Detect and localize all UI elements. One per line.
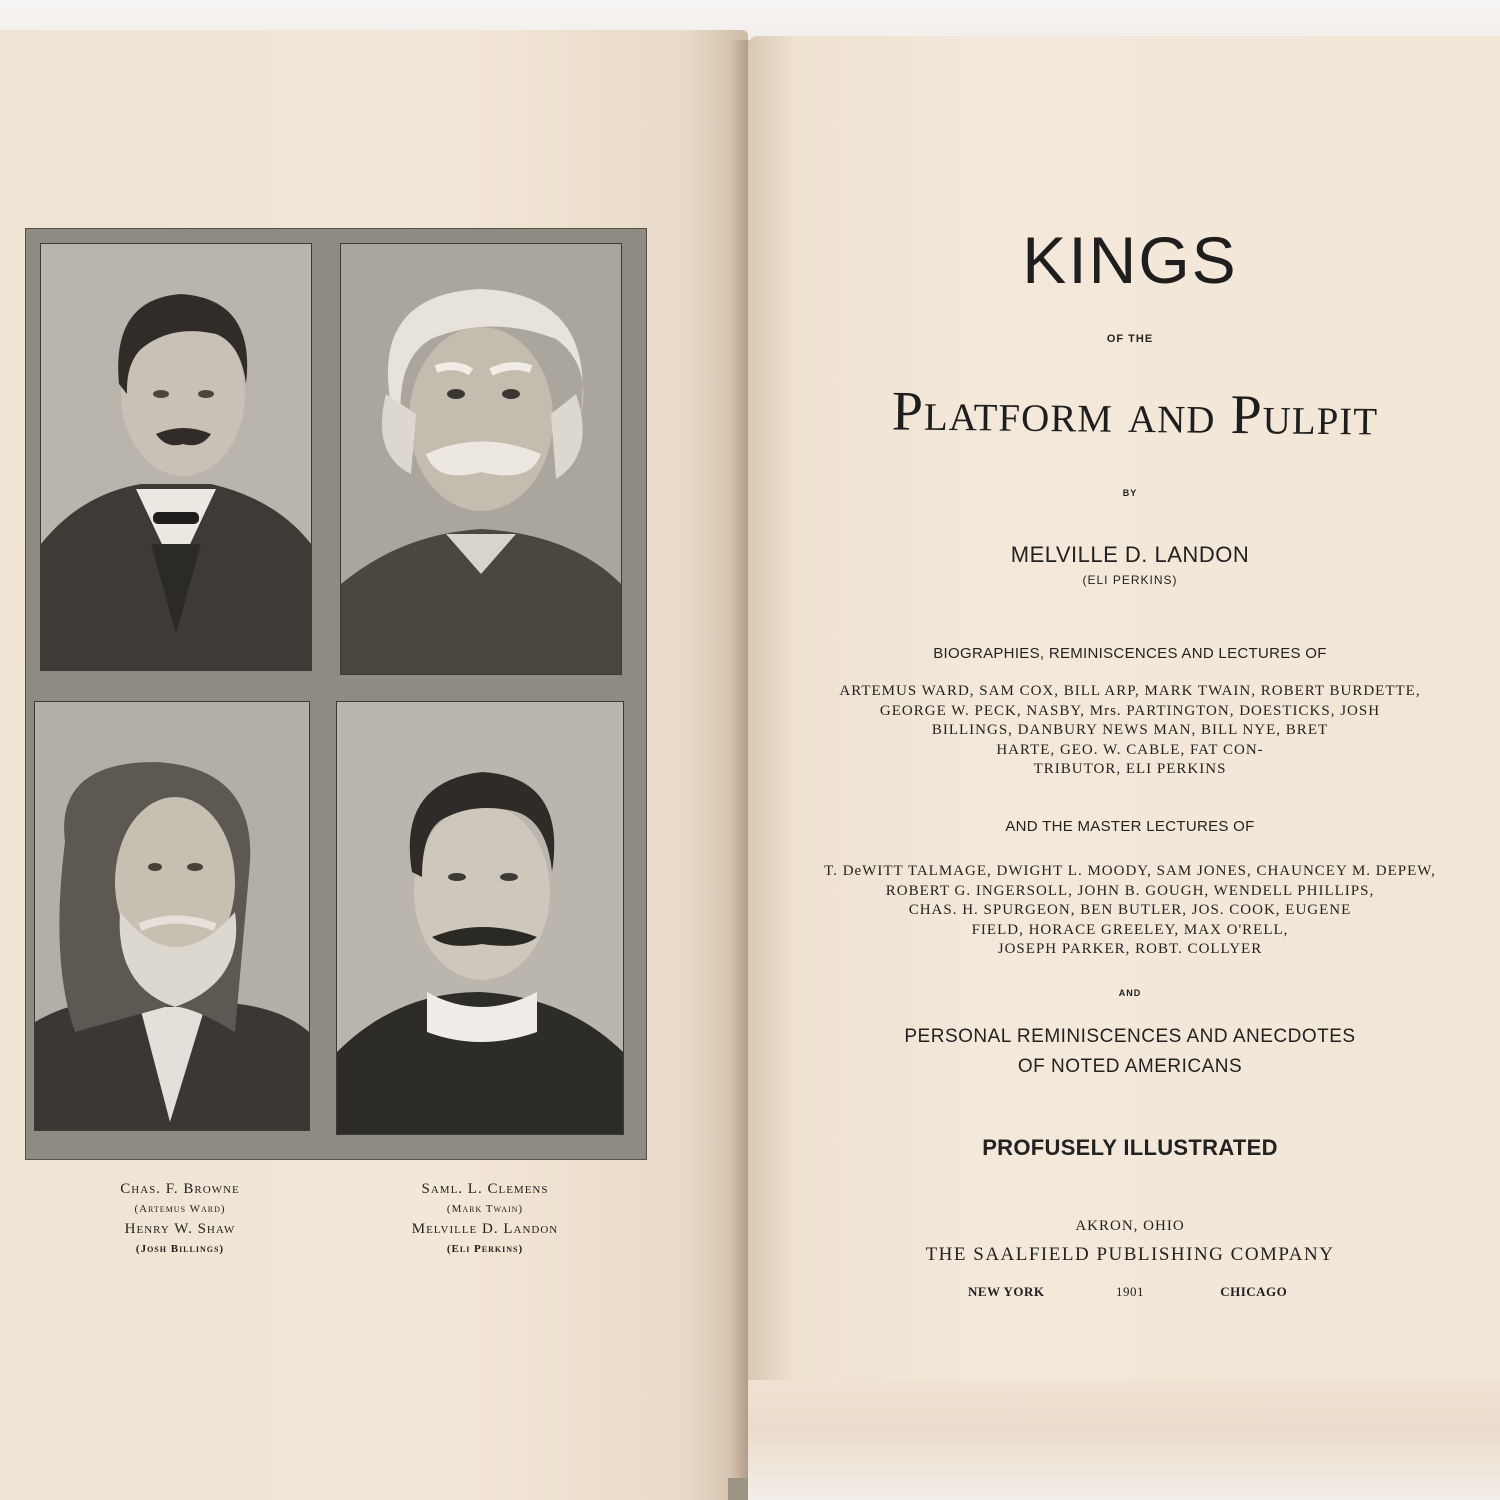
title-by: BY: [1122, 488, 1138, 498]
lecturers-list: [790, 862, 1470, 960]
portrait-josh-billings: [34, 701, 310, 1131]
caption-alias: (Artemus Ward): [134, 1203, 226, 1215]
personal-line: OF NOTED AMERICANS: [1017, 1056, 1243, 1077]
page-edge: [748, 1380, 1500, 1500]
publisher-name: THE SAALFIELD PUBLISHING COMPANY: [925, 1244, 1335, 1265]
personal-line: PERSONAL REMINISCENCES AND ANECDOTES: [904, 1026, 1356, 1047]
caption-alias: (Mark Twain): [446, 1203, 524, 1215]
caption-alias: (Josh Billings): [135, 1243, 225, 1255]
imprint-line: [790, 1284, 1470, 1300]
list-line: T. DeWITT TALMAGE, DWIGHT L. MOODY, SAM JONES, CHAUNCEY M. DEPEW,: [824, 863, 1436, 879]
caption-name: Chas. F. Browne: [120, 1181, 240, 1197]
caption-name: Henry W. Shaw: [124, 1221, 236, 1237]
caption-name: Melville D. Landon: [411, 1221, 559, 1237]
list-line: ARTEMUS WARD, SAM COX, BILL ARP, MARK TWAIN, ROBERT BURDETTE,: [839, 683, 1421, 699]
caption-alias: (Eli Perkins): [446, 1243, 524, 1255]
portrait-artemus-ward: [40, 243, 312, 671]
caption-column-right: [365, 1178, 605, 1258]
and-separator: AND: [1118, 988, 1142, 998]
list-line: HARTE, GEO. W. CABLE, FAT CON-: [996, 741, 1264, 758]
master-heading: AND THE MASTER LECTURES OF: [1005, 818, 1255, 835]
publisher-city: AKRON, OHIO: [1075, 1218, 1185, 1234]
title-main: Platform and Pulpit: [891, 380, 1379, 448]
list-line: BILLINGS, DANBURY NEWS MAN, BILL NYE, BRET: [931, 722, 1329, 738]
title-of-the: OF THE: [1106, 333, 1154, 345]
author-alias: (ELI PERKINS): [1082, 573, 1178, 587]
personal-reminiscences: [790, 1022, 1470, 1082]
bio-heading: BIOGRAPHIES, REMINISCENCES AND LECTURES OF: [933, 645, 1327, 662]
book-spine: [728, 1478, 748, 1500]
imprint-chicago: CHICAGO: [1220, 1284, 1288, 1299]
list-line: JOSEPH PARKER, ROBT. COLLYER: [997, 941, 1263, 957]
list-line: CHAS. H. SPURGEON, BEN BUTLER, JOS. COOK, EUGENE: [908, 902, 1352, 918]
title-kings: KINGS: [1022, 223, 1238, 297]
list-line: ROBERT G. INGERSOLL, JOHN B. GOUGH, WENDELL PHILLIPS,: [885, 882, 1375, 899]
profusely-illustrated: PROFUSELY ILLUSTRATED: [982, 1135, 1278, 1160]
caption-column-left: [60, 1178, 300, 1258]
portrait-captions: [60, 1178, 620, 1268]
imprint-year: 1901: [1116, 1284, 1144, 1299]
humorists-list: [790, 682, 1470, 780]
portrait-mark-twain: [340, 243, 622, 675]
list-line: GEORGE W. PECK, NASBY, Mrs. PARTINGTON, DOESTICKS, JOSH: [879, 702, 1381, 719]
portrait-eli-perkins: [336, 701, 624, 1135]
portrait-plate: [25, 228, 647, 1160]
imprint-new-york: NEW YORK: [967, 1284, 1045, 1299]
list-line: FIELD, HORACE GREELEY, MAX O'RELL,: [971, 921, 1289, 938]
list-line: TRIBUTOR, ELI PERKINS: [1033, 761, 1227, 777]
author-name: MELVILLE D. LANDON: [1010, 542, 1250, 567]
caption-name: Saml. L. Clemens: [421, 1181, 549, 1197]
